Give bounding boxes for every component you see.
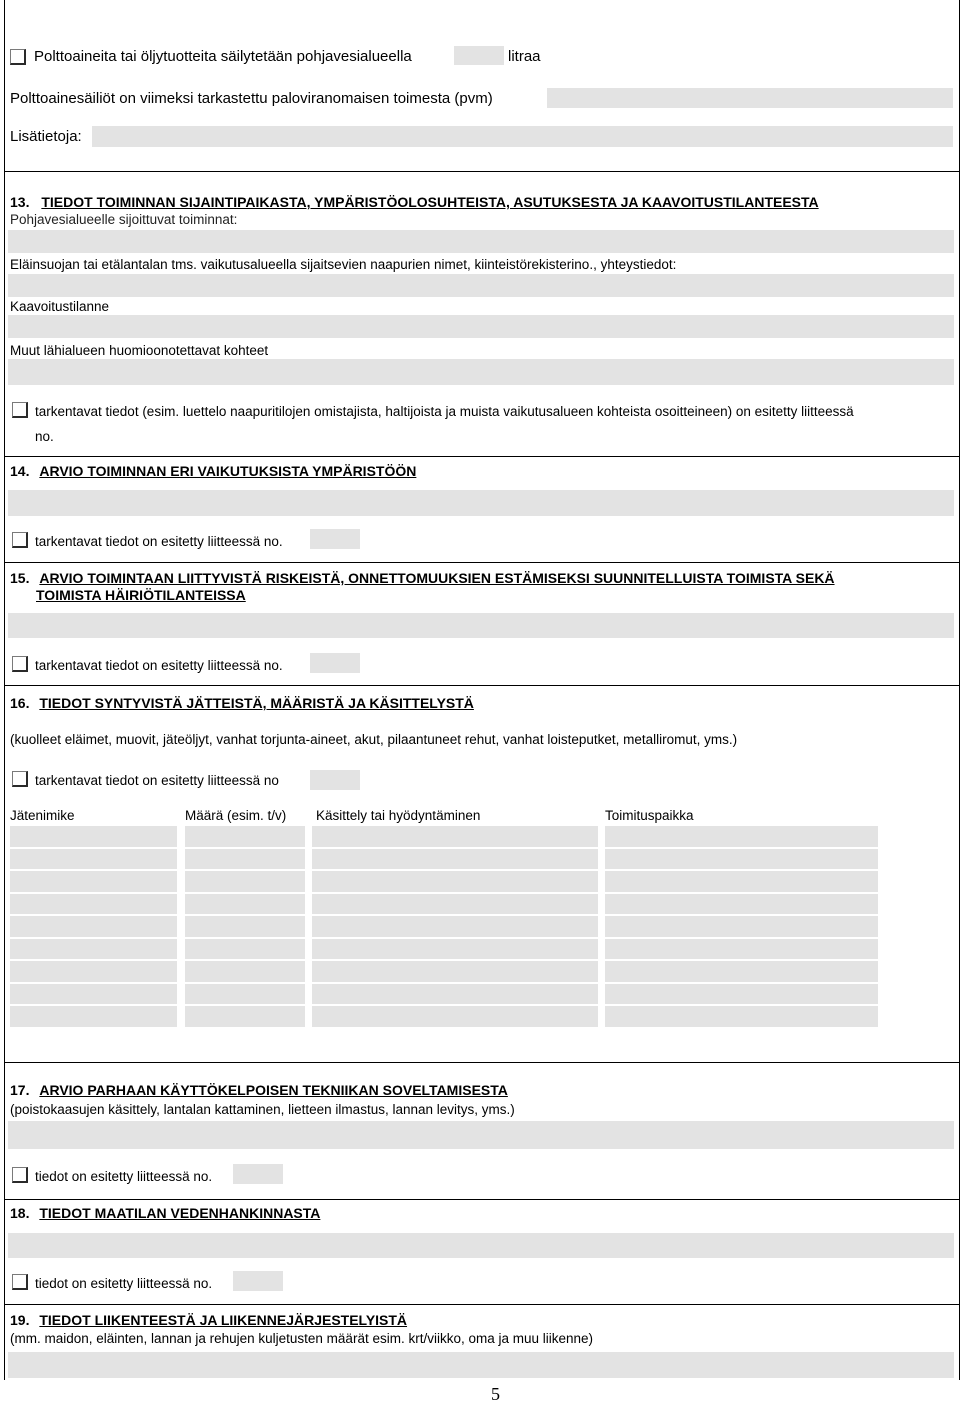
section-15-heading-line1: [10, 570, 835, 587]
waste-treatment-cell[interactable]: [312, 984, 598, 1005]
waste-amount-cell[interactable]: [185, 939, 305, 960]
inspection-label: Polttoainesäiliöt on viimeksi tarkastettu paloviranomaisen toimesta (pvm): [10, 90, 493, 107]
section-17-title: ARVIO PARHAAN KÄYTTÖKELPOISEN TEKNIIKAN SOVELTAMISESTA: [39, 1082, 508, 1098]
impacts-field[interactable]: [8, 490, 954, 516]
section-14-title: ARVIO TOIMINNAN ERI VAIKUTUKSISTA YMPÄRISTÖÖN: [39, 463, 417, 479]
groundwater-activities-label: Pohjavesialueelle sijoittuvat toiminnat:: [10, 212, 238, 227]
waste-treatment-cell[interactable]: [312, 894, 598, 915]
section-19-title: TIEDOT LIIKENTEESTÄ JA LIIKENNEJÄRJESTELYISTÄ: [39, 1312, 408, 1328]
waste-name-cell[interactable]: [10, 939, 177, 960]
zoning-label: Kaavoitustilanne: [10, 299, 110, 314]
sec14-attachment-label: tarkentavat tiedot on esitetty liitteessä no.: [35, 534, 283, 549]
sec13-attachment-label-line1: tarkentavat tiedot (esim. luettelo naapuritilojen omistajista, haltijoista ja muista vaikutusalueen kohteista osoitteineen) on esitetty liitteessä: [35, 404, 854, 419]
waste-destination-cell[interactable]: [605, 939, 878, 960]
waste-treatment-cell[interactable]: [312, 849, 598, 870]
additional-info-field[interactable]: [92, 126, 953, 147]
additional-info-label: Lisätietoja:: [10, 128, 82, 145]
section-14-number: 14.: [10, 463, 30, 479]
section-16-heading: [10, 695, 474, 712]
waste-name-cell[interactable]: [10, 826, 177, 847]
water-supply-field[interactable]: [8, 1233, 954, 1258]
page-number: 5: [491, 1384, 500, 1404]
waste-destination-cell[interactable]: [605, 849, 878, 870]
waste-col-name-header: Jätenimike: [10, 808, 75, 823]
waste-amount-cell[interactable]: [185, 961, 305, 982]
waste-col-treatment-header: Käsittely tai hyödyntäminen: [316, 808, 481, 823]
section-15-title-line2: TOIMISTA HÄIRIÖTILANTEISSA: [36, 587, 246, 603]
sec18-attachment-checkbox[interactable]: [12, 1274, 28, 1290]
waste-name-cell[interactable]: [10, 871, 177, 892]
sec17-attachment-number-field[interactable]: [233, 1164, 283, 1184]
waste-amount-cell[interactable]: [185, 871, 305, 892]
section-18-heading: [10, 1205, 320, 1222]
section-18-title: TIEDOT MAATILAN VEDENHANKINNASTA: [39, 1205, 321, 1221]
groundwater-activities-field[interactable]: [8, 230, 954, 253]
sec14-attachment-number-field[interactable]: [310, 529, 360, 549]
sec18-attachment-number-field[interactable]: [233, 1271, 283, 1291]
waste-treatment-cell[interactable]: [312, 961, 598, 982]
section-14-heading: [10, 463, 416, 480]
neighbors-field[interactable]: [8, 274, 954, 297]
waste-amount-cell[interactable]: [185, 849, 305, 870]
bat-field[interactable]: [8, 1121, 954, 1149]
section-15-number: 15.: [10, 570, 30, 586]
fuel-liters-unit: litraa: [508, 48, 541, 65]
section-19-number: 19.: [10, 1312, 30, 1328]
waste-destination-cell[interactable]: [605, 1006, 878, 1027]
waste-name-cell[interactable]: [10, 1006, 177, 1027]
sec18-attachment-label: tiedot on esitetty liitteessä no.: [35, 1276, 213, 1291]
section-13-heading: [10, 194, 819, 211]
section-16-title: TIEDOT SYNTYVISTÄ JÄTTEISTÄ, MÄÄRISTÄ JA KÄSITTELYSTÄ: [39, 695, 474, 711]
traffic-field[interactable]: [8, 1352, 954, 1378]
nearby-sites-label: Muut lähialueen huomioonotettavat kohteet: [10, 343, 269, 358]
sec17-attachment-checkbox[interactable]: [12, 1167, 28, 1183]
section-16-number: 16.: [10, 695, 30, 711]
waste-treatment-cell[interactable]: [312, 826, 598, 847]
waste-col-amount-header: Määrä (esim. t/v): [185, 808, 287, 823]
fuel-storage-checkbox[interactable]: [10, 49, 26, 65]
waste-name-cell[interactable]: [10, 894, 177, 915]
inspection-date-field[interactable]: [547, 88, 953, 108]
section-15-heading-line2: [36, 587, 246, 604]
sec13-attachment-label-line2: no.: [35, 429, 54, 444]
waste-treatment-cell[interactable]: [312, 939, 598, 960]
waste-destination-cell[interactable]: [605, 894, 878, 915]
waste-col-destination-header: Toimituspaikka: [605, 808, 694, 823]
sec16-attachment-number-field[interactable]: [310, 770, 360, 790]
sec17-attachment-label: tiedot on esitetty liitteessä no.: [35, 1169, 213, 1184]
waste-treatment-cell[interactable]: [312, 871, 598, 892]
waste-destination-cell[interactable]: [605, 916, 878, 937]
section-17-heading: [10, 1082, 508, 1099]
neighbors-label: Eläinsuojan tai etälantalan tms. vaikutusalueella sijaitsevien naapurien nimet, kiinteistörekisterino., yhteystiedot:: [10, 257, 677, 272]
section-19-heading: [10, 1312, 407, 1329]
sec13-attachment-checkbox[interactable]: [12, 402, 28, 418]
sec15-attachment-number-field[interactable]: [310, 653, 360, 673]
zoning-field[interactable]: [8, 315, 954, 338]
section-13-title: TIEDOT TOIMINNAN SIJAINTIPAIKASTA, YMPÄRISTÖOLOSUHTEISTA, ASUTUKSESTA JA KAAVOITUSTILANTEESTA: [41, 194, 819, 210]
section-19-subtitle: (mm. maidon, eläinten, lannan ja rehujen kuljetusten määrät esim. krt/viikko, oma ja muu liikenne): [10, 1331, 594, 1346]
waste-destination-cell[interactable]: [605, 826, 878, 847]
waste-destination-cell[interactable]: [605, 961, 878, 982]
fuel-liters-field[interactable]: [454, 46, 504, 65]
section-17-number: 17.: [10, 1082, 30, 1098]
sec14-attachment-checkbox[interactable]: [12, 532, 28, 548]
waste-amount-cell[interactable]: [185, 984, 305, 1005]
waste-name-cell[interactable]: [10, 961, 177, 982]
waste-amount-cell[interactable]: [185, 826, 305, 847]
waste-name-cell[interactable]: [10, 849, 177, 870]
sec16-attachment-checkbox[interactable]: [12, 771, 28, 787]
nearby-sites-field[interactable]: [8, 359, 954, 385]
fuel-storage-label: Polttoaineita tai öljytuotteita säilytetään pohjavesialueella: [34, 48, 412, 65]
section-15-title-line1: ARVIO TOIMINTAAN LIITTYVISTÄ RISKEISTÄ, ONNETTOMUUKSIEN ESTÄMISEKSI SUUNNITELLUISTA TOIMISTA SEKÄ: [39, 570, 835, 586]
waste-treatment-cell[interactable]: [312, 1006, 598, 1027]
waste-treatment-cell[interactable]: [312, 916, 598, 937]
section-18-number: 18.: [10, 1205, 30, 1221]
waste-amount-cell[interactable]: [185, 916, 305, 937]
waste-amount-cell[interactable]: [185, 1006, 305, 1027]
sec16-attachment-label: tarkentavat tiedot on esitetty liitteessä no: [35, 773, 279, 788]
waste-name-cell[interactable]: [10, 916, 177, 937]
waste-name-cell[interactable]: [10, 984, 177, 1005]
waste-destination-cell[interactable]: [605, 984, 878, 1005]
section-17-subtitle: (poistokaasujen käsittely, lantalan kattaminen, lietteen ilmastus, lannan levitys, yms.): [10, 1102, 515, 1117]
section-13-number: 13.: [10, 194, 30, 210]
risks-field[interactable]: [8, 613, 954, 638]
section-16-subtitle: (kuolleet eläimet, muovit, jäteöljyt, vanhat torjunta-aineet, akut, pilaantuneet rehut, vanhat loisteputket, metalliromut, yms.): [10, 732, 738, 747]
sec15-attachment-label: tarkentavat tiedot on esitetty liitteessä no.: [35, 658, 283, 673]
waste-amount-cell[interactable]: [185, 894, 305, 915]
waste-destination-cell[interactable]: [605, 871, 878, 892]
sec15-attachment-checkbox[interactable]: [12, 656, 28, 672]
